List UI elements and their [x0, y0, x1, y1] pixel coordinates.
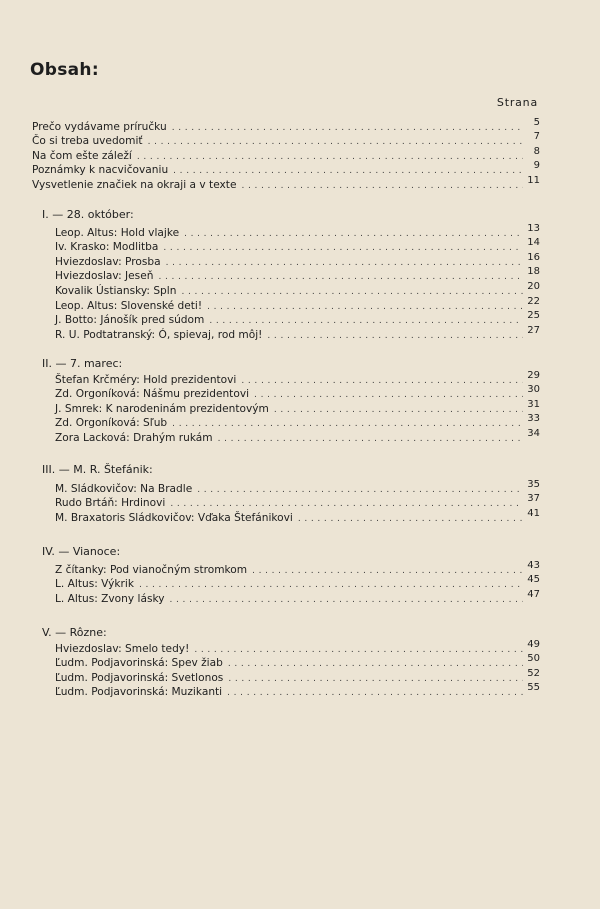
toc-title: Hviezdoslav: Prosba — [55, 255, 161, 268]
toc-page: 8 — [533, 145, 540, 157]
toc-title: Rudo Brtáň: Hrdinovi — [55, 497, 166, 510]
toc-row[interactable] — [55, 653, 540, 671]
toc-row[interactable] — [55, 295, 540, 313]
leader-dots — [163, 242, 523, 254]
leader-dots — [158, 271, 523, 283]
leader-dots — [170, 594, 524, 606]
toc-page: 47 — [527, 588, 540, 600]
toc-title: M. Braxatoris Sládkovičov: Vďaka Štefánikovi — [55, 511, 293, 524]
toc-title: Ľudm. Podjavorinská: Svetlonos — [55, 671, 224, 684]
leader-dots — [173, 165, 523, 177]
toc-page: 27 — [527, 324, 540, 336]
toc-page: 37 — [527, 493, 540, 505]
toc-row[interactable] — [55, 280, 540, 298]
leader-dots — [172, 122, 523, 134]
toc-title: Ľudm. Podjavorinská: Spev žiab — [55, 657, 223, 670]
toc-title: Leop. Altus: Slovenské deti! — [55, 299, 203, 312]
leader-dots — [184, 228, 523, 240]
toc-row[interactable] — [55, 478, 540, 496]
toc-row[interactable] — [55, 588, 540, 606]
toc-row[interactable] — [55, 638, 540, 656]
toc-row[interactable] — [55, 559, 540, 577]
toc-page: 14 — [527, 237, 540, 249]
toc-row[interactable] — [55, 266, 540, 284]
leader-dots — [139, 579, 523, 591]
leader-dots — [197, 484, 523, 496]
toc-page: 16 — [527, 251, 540, 263]
toc-page: 11 — [527, 174, 540, 186]
toc-page: 35 — [527, 478, 540, 490]
leader-dots — [194, 644, 523, 656]
section-list — [55, 222, 540, 342]
intro-list — [32, 116, 540, 192]
leader-dots — [254, 389, 523, 401]
leader-dots — [274, 404, 523, 416]
toc-row[interactable] — [55, 398, 540, 416]
toc-page: 55 — [527, 682, 540, 694]
toc-page: 25 — [527, 310, 540, 322]
toc-row[interactable] — [32, 145, 540, 163]
toc-row[interactable] — [32, 160, 540, 178]
toc-row[interactable] — [55, 427, 540, 445]
toc-page: 29 — [527, 369, 540, 381]
toc-title: Zora Lacková: Drahým rukám — [55, 431, 213, 444]
toc-row[interactable] — [55, 574, 540, 592]
toc-title: Poznámky k nacvičovaniu — [32, 164, 169, 177]
leader-dots — [298, 513, 523, 525]
toc-title: Iv. Krasko: Modlitba — [55, 241, 159, 254]
toc-title: Hviezdoslav: Smelo tedy! — [55, 642, 190, 655]
toc-page: 22 — [527, 295, 540, 307]
leader-dots — [170, 498, 523, 510]
toc-title: Štefan Krčméry: Hold prezidentovi — [55, 373, 237, 386]
leader-dots — [172, 418, 523, 430]
toc-row[interactable] — [55, 237, 540, 255]
toc-row[interactable] — [55, 222, 540, 240]
toc-page: 5 — [533, 116, 540, 128]
toc-page: 20 — [527, 280, 540, 292]
toc-page: 45 — [527, 574, 540, 586]
toc-title: M. Sládkovičov: Na Bradle — [55, 482, 193, 495]
section-heading: V. — Rôzne: — [42, 626, 107, 639]
toc-title: Hviezdoslav: Jeseň — [55, 270, 154, 283]
leader-dots — [267, 330, 523, 342]
toc-title: L. Altus: Výkrik — [55, 578, 134, 591]
toc-page: 52 — [527, 667, 540, 679]
toc-title: Vysvetlenie značiek na okraji a v texte — [32, 178, 237, 191]
toc-title: Prečo vydávame príručku — [32, 120, 167, 133]
toc-title: L. Altus: Zvony lásky — [55, 592, 165, 605]
toc-row[interactable] — [55, 310, 540, 328]
leader-dots — [227, 687, 523, 699]
leader-dots — [137, 151, 523, 163]
section-list — [55, 638, 540, 699]
toc-title: Leop. Altus: Hold vlajke — [55, 226, 180, 239]
section-list — [55, 559, 540, 606]
leader-dots — [209, 315, 523, 327]
leader-dots — [218, 433, 523, 445]
page-title: Obsah: — [30, 60, 99, 80]
toc-row[interactable] — [55, 369, 540, 387]
leader-dots — [228, 658, 523, 670]
toc-row[interactable] — [55, 507, 540, 525]
leader-dots — [181, 286, 523, 298]
toc-page: 50 — [527, 653, 540, 665]
leader-dots — [241, 180, 523, 192]
toc-page: 31 — [527, 398, 540, 410]
toc-page: 33 — [527, 413, 540, 425]
toc-page: 41 — [527, 507, 540, 519]
toc-page: 30 — [527, 384, 540, 396]
toc-page: 18 — [527, 266, 540, 278]
toc-title: Ľudm. Podjavorinská: Muzikanti — [55, 686, 223, 699]
toc-page: 9 — [533, 160, 540, 172]
toc-title: R. U. Podtatranský: Ó, spievaj, rod môj! — [55, 328, 263, 341]
leader-dots — [228, 673, 523, 685]
toc-title: Na čom ešte záleží — [32, 149, 132, 162]
section-heading: II. — 7. marec: — [42, 357, 123, 370]
toc-page: 49 — [527, 638, 540, 650]
toc-page: 34 — [527, 427, 540, 439]
section-heading: I. — 28. október: — [42, 208, 134, 221]
section-list — [55, 369, 540, 445]
toc-row[interactable] — [55, 682, 540, 700]
toc-title: J. Smrek: K narodeninám prezidentovým — [55, 402, 269, 415]
toc-row[interactable] — [32, 131, 540, 149]
leader-dots — [252, 565, 523, 577]
leader-dots — [207, 301, 523, 313]
toc-title: Čo si treba uvedomiť — [32, 135, 143, 148]
toc-title: Kovalik Ústiansky: Spln — [55, 284, 177, 297]
toc-title: J. Botto: Jánošík pred súdom — [55, 314, 205, 327]
toc-row[interactable] — [55, 324, 540, 342]
section-list — [55, 478, 540, 525]
toc-row[interactable] — [55, 384, 540, 402]
toc-title: Zd. Orgoníková: Sľub — [55, 417, 168, 430]
section-heading: IV. — Vianoce: — [42, 545, 121, 558]
toc-title: Zd. Orgoníková: Nášmu prezidentovi — [55, 388, 250, 401]
toc-page: 13 — [527, 222, 540, 234]
toc-page: 7 — [533, 131, 540, 143]
toc-title: Z čítanky: Pod vianočným stromkom — [55, 563, 248, 576]
section-heading: III. — M. R. Štefánik: — [42, 463, 153, 476]
toc-row[interactable] — [32, 116, 540, 134]
leader-dots — [241, 375, 523, 387]
toc-row[interactable] — [55, 413, 540, 431]
page-column-label: Strana — [496, 96, 538, 109]
toc-row[interactable] — [55, 493, 540, 511]
toc-page: 43 — [527, 559, 540, 571]
toc-row[interactable] — [32, 174, 540, 192]
leader-dots — [166, 257, 523, 269]
toc-row[interactable] — [55, 251, 540, 269]
leader-dots — [148, 136, 523, 148]
toc-row[interactable] — [55, 667, 540, 685]
